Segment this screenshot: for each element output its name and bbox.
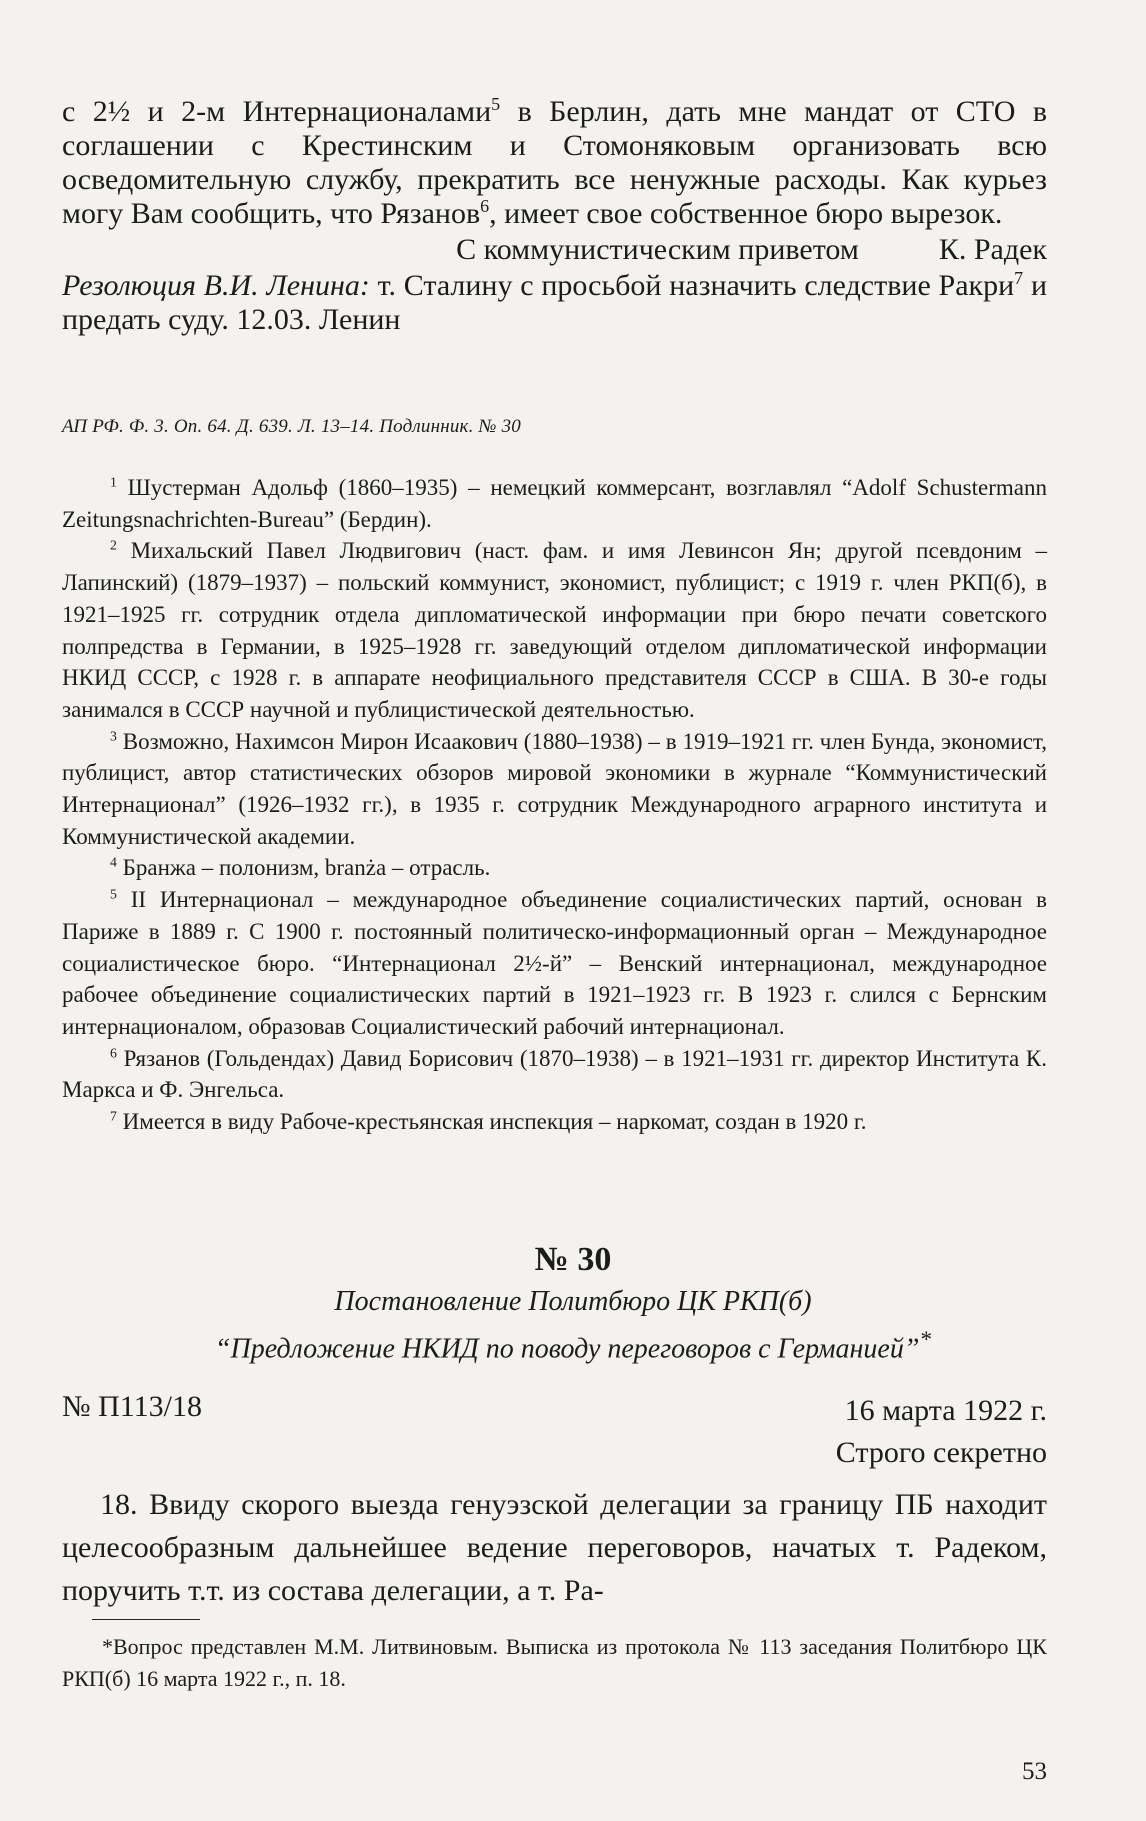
footnote-number: 7 <box>110 1108 117 1124</box>
footnote-number: 2 <box>110 537 117 553</box>
document-title-text: “Предложение НКИД по поводу переговоров с Германией” <box>214 1333 920 1365</box>
letter-closing <box>62 233 1047 267</box>
paragraph-text: с 2½ и 2-м Интернационалами <box>62 95 492 128</box>
resolution-lead: Резолюция В.И. Ленина: <box>62 269 370 302</box>
closing-signature: К. Радек <box>938 233 1047 266</box>
footnote-ref-6: 6 <box>480 196 490 216</box>
footnote-text: Возможно, Нахимсон Мирон Исаакович (1880–1938) – в 1919–1921 гг. член Бунда, экономист, публицист, автор статистических обзоров мировой экономики в журнале “Коммунистический Интернационал” (1926–1932 гг.), в 1935 г. сотрудник Международного аграрного института и Коммунистической академии. <box>62 728 1047 849</box>
document-meta <box>836 1390 1047 1474</box>
document-title-line1: Постановление Политбюро ЦК РКП(б) <box>334 1286 812 1317</box>
letter-paragraph <box>62 95 1047 231</box>
footnote <box>62 535 1047 725</box>
footnote-text: Михальский Павел Людвигович (наст. фам. и имя Левинсон Ян; другой псевдоним – Лапинский) (1879–1937) – польский коммунист, экономист, публицист; с 1919 г. член РКП(б), в 1921–1925 гг. сотрудник отдела дипломатической информации при бюро печати советского полпредства в Германии, в 1925–1928 гг. заведующий отделом дипломатической информации НКИД СССР, с 1928 г. в аппарате неофициального представителя СССР в США. В 30-е годы занимался в СССР научной и публицистической деятельностью. <box>62 538 1048 722</box>
page-footnote: *Вопрос представлен М.М. Литвиновым. Выписка из протокола № 113 заседания Политбюро ЦК РКП(б) 16 марта 1922 г., п. 18. <box>62 1634 1047 1691</box>
footnote-text: Бранжа – полонизм, branża – отрасль. <box>122 855 491 881</box>
footnote <box>62 884 1047 1043</box>
footnote-divider <box>92 1619 200 1620</box>
footnote-ref-7: 7 <box>1014 268 1024 288</box>
footnote <box>62 1106 1047 1138</box>
footnote <box>62 852 1047 884</box>
footnote <box>62 472 1047 535</box>
document-date: 16 марта 1922 г. <box>844 1394 1047 1427</box>
lenin-resolution <box>62 269 1047 337</box>
footnote-number: 6 <box>110 1045 117 1060</box>
footnote-ref-star: * <box>919 1327 932 1353</box>
footnote-ref-5: 5 <box>491 94 501 114</box>
footnotes-list <box>62 472 1047 1138</box>
footnote <box>62 726 1047 853</box>
footnote-text: Шустерман Адольф (1860–1935) – немецкий коммерсант, возглавлял “Adolf Schustermann Zeitungsnachrichten-Bureau” (Бердин). <box>62 475 1047 532</box>
document-number: № 30 <box>534 1241 612 1278</box>
footnote-number: 1 <box>110 474 117 490</box>
classification-label: Строго секретно <box>835 1436 1047 1469</box>
document-title <box>0 1283 1146 1368</box>
paragraph-text: , имеет свое собственное бюро вырезок. <box>489 197 1003 230</box>
closing-greeting: С коммунистическим приветом <box>456 233 859 266</box>
footnote-number: 5 <box>110 886 117 902</box>
footnote-number: 3 <box>110 727 117 743</box>
page-number: 53 <box>1022 1758 1047 1785</box>
letter-body <box>62 95 1047 337</box>
protocol-number: № П113/18 <box>62 1390 203 1423</box>
archive-reference: АП РФ. Ф. 3. Оп. 64. Д. 639. Л. 13–14. Подлинник. № 30 <box>62 416 522 437</box>
footnote-text: Рязанов (Гольдендах) Давид Борисович (1870–1938) – в 1921–1931 гг. директор Института К. Маркса и Ф. Энгельса. <box>62 1045 1048 1103</box>
resolution-paragraph: 18. Ввиду скорого выезда генуэзской делегации за границу ПБ находит целесообразным дальнейшее ведение переговоров, начатых т. Радеком, поручить т.т. из состава делегации, а т. Ра- <box>62 1488 1047 1607</box>
resolution-text: и предать суду. 12.03. Ленин <box>62 269 1047 336</box>
footnote-text: Имеется в виду Рабоче-крестьянская инспекция – наркомат, создан в 1920 г. <box>122 1109 867 1135</box>
paragraph-text: в Берлин, дать мне мандат от СТО в соглашении с Крестинским и Стомоняковым организовать всю осведомительную службу, прекратить все ненужные расходы. Как курьез могу Вам сообщить, что Рязанов <box>62 95 1047 230</box>
footnote <box>62 1043 1047 1106</box>
footnote-text: II Интернационал – международное объединение социалистических партий, основан в Париже в 1889 г. С 1900 г. постоянный политическо-информационный орган – Международное социалистическое бюро. “Интернационал 2½-й” – Венский интернационал, международное рабочее объединение социалистических партий в 1921–1923 гг. В 1923 г. слился с Бернским интернационалом, образовав Социалистический рабочий интернационал. <box>62 887 1048 1039</box>
document-title-line2 <box>0 1321 1146 1368</box>
resolution-text: т. Сталину с просьбой назначить следствие Ракри <box>369 269 1015 302</box>
footnote-number: 4 <box>110 854 117 870</box>
